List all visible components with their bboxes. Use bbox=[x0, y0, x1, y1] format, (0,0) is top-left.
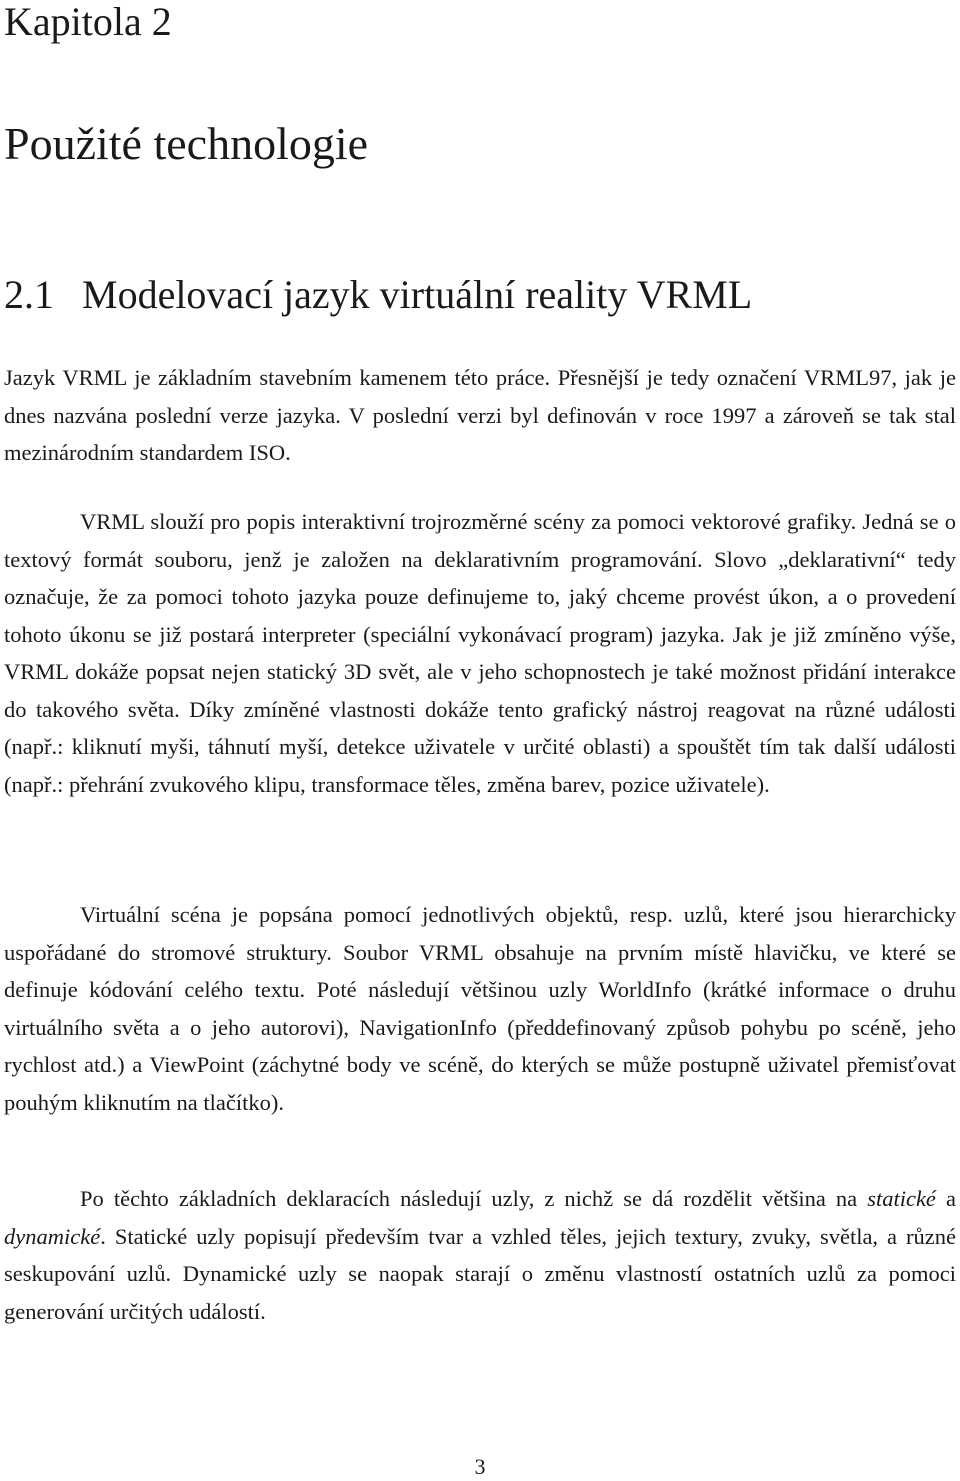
paragraph-2: VRML slouží pro popis interaktivní trojrozměrné scény za pomoci vektorové grafiky. Jedná se o textový formát souboru, jenž je založen na deklarativním programování. Slovo „deklarativní“ tedy označuje, že za pomoci tohoto jazyka pouze definujeme to, jaký chceme provést úkon, a o provedení tohoto úkonu se již postará interpreter (speciální vykonávací program) jazyka. Jak je již zmíněno výše, VRML dokáže popsat nejen statický 3D svět, ale v jeho schopnostech je také možnost přidání interakce do takového světa. Díky zmíněné vlastnosti dokáže tento grafický nástroj reagovat na různé události (např.: kliknutí myši, táhnutí myší, detekce uživatele v určité oblasti) a spouštět tím tak další události (např.: přehrání zvukového klipu, transformace těles, změna barev, pozice uživatele). bbox=[4, 509, 956, 797]
paragraph-1: Jazyk VRML je základním stavebním kamenem této práce. Přesnější je tedy označení VRML97, jak je dnes nazvána poslední verze jazyka. V poslední verzi byl definován v roce 1997 a zároveň se tak stal mezinárodním standardem ISO. bbox=[4, 365, 956, 465]
chapter-label: Kapitola 2 bbox=[4, 0, 172, 44]
section-number: 2.1 bbox=[4, 272, 54, 317]
paragraph-4-text-end: . Statické uzly popisují především tvar a vzhled těles, jejich textury, zvuky, světla, a různé seskupování uzlů. Dynamické uzly se naopak starají o změnu vlastností ostatních uzlů za pomoci generování určitých událostí. bbox=[4, 1223, 956, 1324]
paragraph-4 bbox=[4, 1180, 956, 1330]
section-heading bbox=[4, 272, 752, 318]
chapter-title: Použité technologie bbox=[4, 118, 369, 169]
paragraph-4-text-start: Po těchto základních deklaracích následují uzly, z nichž se dá rozdělit většina na bbox=[80, 1186, 868, 1211]
term-static: statické bbox=[867, 1186, 936, 1211]
page-number: 3 bbox=[474, 1454, 486, 1479]
paragraph-4-conjunction: a bbox=[935, 1186, 956, 1211]
section-title: Modelovací jazyk virtuální reality VRML bbox=[82, 272, 753, 317]
term-dynamic: dynamické bbox=[4, 1223, 101, 1249]
paragraph-3: Virtuální scéna je popsána pomocí jednotlivých objektů, resp. uzlů, které jsou hierarchicky uspořádané do stromové struktury. Soubor VRML obsahuje na prvním místě hlavičku, ve které se definuje kódování celého textu. Poté následují většinou uzly WorldInfo (krátké informace o druhu virtuálního světa a o jeho autorovi), NavigationInfo (předdefinovaný způsob pohybu po scéně, jeho rychlost atd.) a ViewPoint (záchytné body ve scéně, do kterých se může postupně uživatel přemisťovat pouhým kliknutím na tlačítko). bbox=[4, 902, 956, 1115]
